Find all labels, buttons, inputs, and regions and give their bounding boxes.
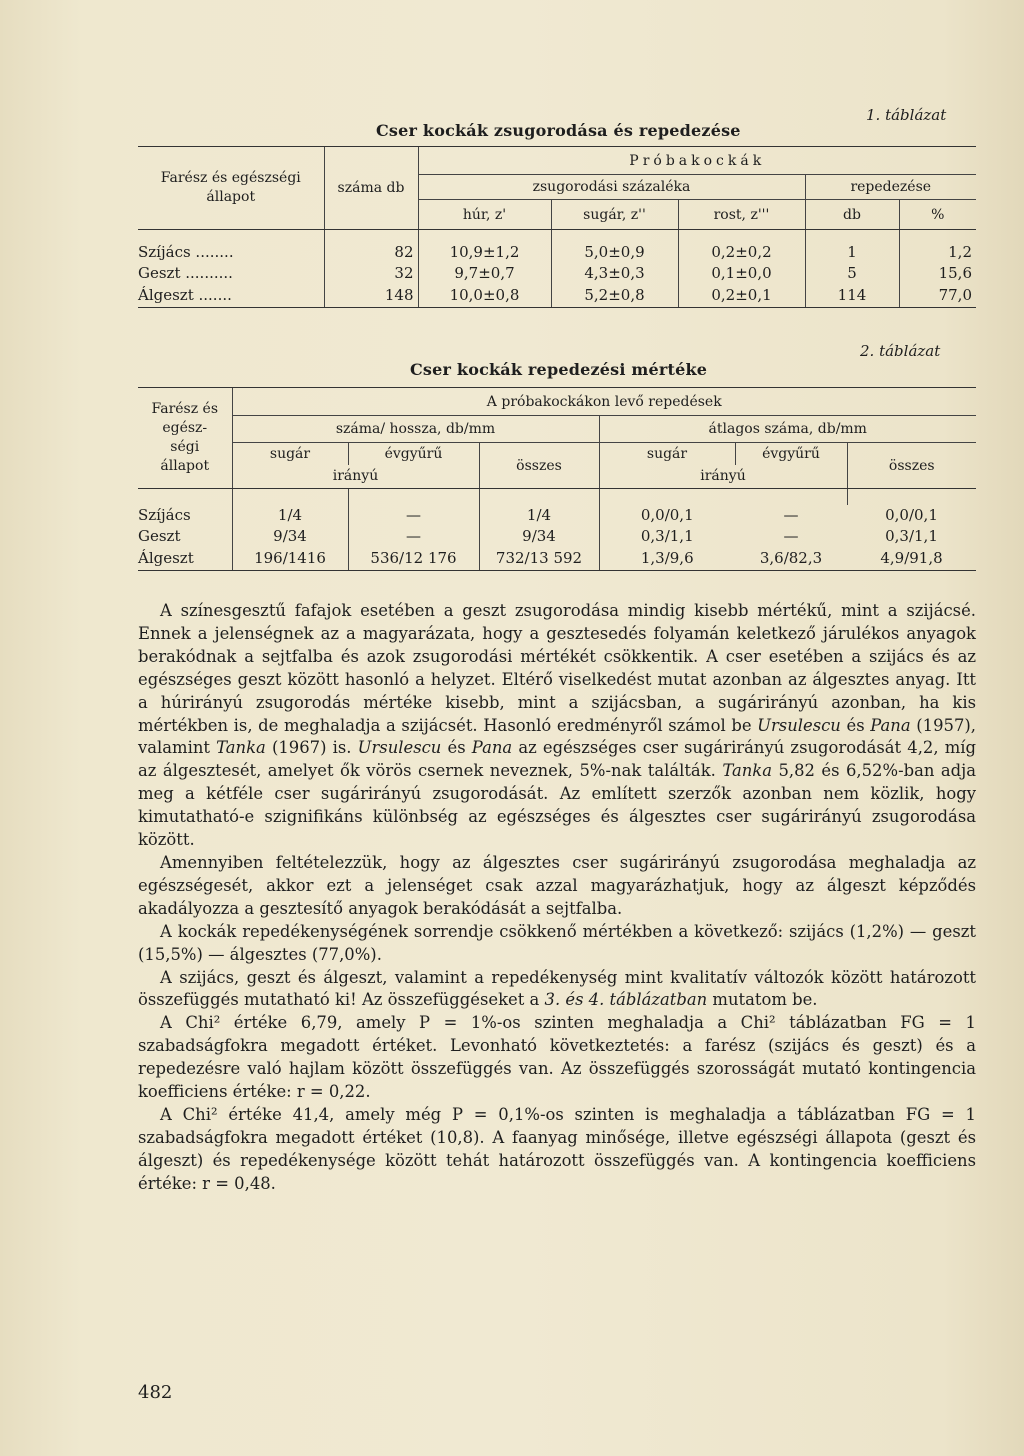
cell: 3,6/82,3 (735, 547, 847, 571)
cell: 0,1±0,0 (678, 263, 805, 284)
cell: — (348, 526, 479, 547)
table1-sub-hur: húr, z' (418, 200, 551, 230)
cell: 0,2±0,2 (678, 242, 805, 263)
cell: 32 (324, 263, 418, 284)
cell: 77,0 (899, 284, 976, 308)
cell: 0,2±0,1 (678, 284, 805, 308)
table1-sub-sugar: sugár, z'' (551, 200, 678, 230)
table2-title: Cser kockák repedezési mértéke (410, 360, 708, 379)
author-ref: Tanka (216, 738, 266, 758)
row-label: Szíjács ........ (138, 243, 234, 261)
table1-sub-rost: rost, z''' (678, 200, 805, 230)
table2-sub-osszes-b: összes (847, 443, 976, 489)
cell: 114 (805, 284, 899, 308)
cell: 1 (805, 242, 899, 263)
table2-sub-evgyuru-b: évgyűrű (735, 443, 847, 465)
cell: 536/12 176 (348, 547, 479, 571)
row-label: Geszt (138, 527, 181, 545)
table-ref: 3. és 4. táblázatban (544, 990, 708, 1010)
author-ref: Ursulescu (357, 738, 442, 758)
table-row (138, 526, 976, 547)
cell: 0,3/1,1 (885, 527, 938, 545)
table-row (138, 242, 976, 263)
cell: 10,9±1,2 (418, 242, 551, 263)
cell: 5,2±0,8 (551, 284, 678, 308)
row-label: Szíjács (138, 506, 191, 524)
cell: 10,0±0,8 (418, 284, 551, 308)
cell: — (783, 527, 799, 545)
table1-stub-header: Farész és egészségi állapot (138, 147, 324, 230)
cell: 9/34 (479, 526, 599, 547)
table1-crack-header: repedezése (805, 175, 976, 200)
paragraph: A Chi² értéke 6,79, amely P = 1%-os szinten meghaladja a Chi² táblázatban FG = 1 szabadságfokra megadott értéket. Levonható következtetés: a farész (szijács és geszt) és a repedezésre való hajlam között összefüggés van. Az összefüggés szorosságát mutató kontingencia koefficiens értéke: r = 0,22. (138, 1013, 976, 1102)
table2-sub-sugar-b: sugár (599, 443, 735, 465)
paragraph: A szijács, geszt és álgeszt, valamint a repedékenység mint kvalitatív változók között határozott összefüggés mutatható ki! Az összefüggéseket a 3. és 4. táblázatban mutatom be. (138, 967, 976, 1010)
table1-count-header: száma db (324, 147, 418, 230)
cell: 5 (805, 263, 899, 284)
cell: 1/4 (479, 505, 599, 526)
author-ref: Pana (471, 738, 513, 758)
table2-number: 2. táblázat (860, 342, 941, 360)
paragraph: A színesgesztű fafajok esetében a geszt zsugorodása mindig kisebb mértékű, mint a szijácsé. Ennek a jelenségnek az a magyarázata, hogy a gesztesedés folyamán keletkező járulékos anyagok berakódnak a sejtfalba és azok zsugorodási mértékét csökkentik. A cser esetében a szijács és az egészséges geszt között hasonló a helyzet. Eltérő viselkedést mutat azonban az álgesztes anyag. Itt a húrirányú zsugorodás mértéke kisebb, mint a szijácsban, a sugárirányú azonban, ha kis mértékben is, de meghaladja a szijácsét. Hasonló eredményről számol be Ursulescu és Pana (1957), valamint Tanka (1967) is. Ursulescu és Pana az egészséges cser sugárirányú zsugorodását 4,2, míg az álgesztesét, amelyet ők vörös csernek neveznek, 5%-nak találták. Tanka 5,82 és 6,52%-ban adja meg a kétféle cser sugárirányú zsugorodását. Az említett szerzők azonban nem közlik, hogy kimutatható-e szignifikáns különbség az egészséges és álgesztes cser sugárirányú zsugorodása között. (138, 601, 976, 850)
cell: 4,3±0,3 (551, 263, 678, 284)
table-row (138, 284, 976, 308)
table1-title: Cser kockák zsugorodása és repedezése (376, 121, 741, 140)
table-row (138, 505, 976, 526)
cell: 82 (324, 242, 418, 263)
table2-sub-osszes-a: összes (479, 443, 599, 489)
cell: 1,3/9,6 (599, 547, 735, 571)
table2-col-a: száma/ hossza, db/mm (232, 416, 599, 443)
paragraph: A Chi² értéke 41,4, amely még P = 0,1%-os szinten is meghaladja a táblázatban FG = 1 szabadságfokra megadott értéket (10,8). A faanyag minősége, illetve egészségi állapota (geszt és álgeszt) és repedékenysége között tehát határozott összefüggés van. A kontingencia koefficiens értéke: r = 0,48. (138, 1104, 976, 1193)
table1-shrink-header: zsugorodási százaléka (418, 175, 805, 200)
cell: 4,9/91,8 (847, 547, 976, 571)
cell: 9,7±0,7 (418, 263, 551, 284)
row-label: Álgeszt (138, 547, 232, 571)
cell: 0,3/1,1 (599, 526, 735, 547)
table1-group-header: Próbakockák (418, 147, 976, 175)
table1-number: 1. táblázat (866, 106, 947, 124)
paragraph: A kockák repedékenységének sorrendje csökkenő mértékben a következő: szijács (1,2%) — geszt (15,5%) — álgesztes (77,0%). (138, 921, 976, 964)
table2 (138, 387, 976, 571)
author-ref: Tanka (722, 761, 773, 781)
cell: 148 (324, 284, 418, 308)
row-label: Geszt .......... (138, 264, 233, 282)
cell: 732/13 592 (479, 547, 599, 571)
cell: 0,0/0,1 (599, 505, 735, 526)
cell: 196/1416 (232, 547, 348, 571)
cell: 0,0/0,1 (885, 506, 938, 524)
paragraph: Amennyiben feltételezzük, hogy az álgesztes cser sugárirányú zsugorodása meghaladja az egészségesét, akkor ezt a jelenséget csak azzal magyarázhatjuk, hogy az álgeszt képződés akadályozza a gesztesítő anyagok berakódását a sejtfalba. (138, 852, 976, 918)
author-ref: Ursulescu (757, 715, 841, 735)
cell: — (348, 505, 479, 526)
table-row (138, 547, 976, 571)
body-text (138, 600, 976, 1196)
table2-sub-iranyu-a: irányú (232, 465, 479, 489)
table1-sub-pct: % (899, 200, 976, 230)
table2-group-header: A próbakockákon levő repedések (232, 388, 976, 416)
cell: 15,6 (899, 263, 976, 284)
author-ref: Pana (870, 715, 911, 735)
table2-sub-evgyuru-a: évgyűrű (348, 443, 479, 465)
table2-col-b: átlagos száma, db/mm (599, 416, 976, 443)
table1 (138, 146, 976, 308)
cell: 9/34 (232, 526, 348, 547)
cell: 1,2 (899, 242, 976, 263)
table1-sub-db: db (805, 200, 899, 230)
cell: — (783, 506, 799, 524)
table2-stub-header: Farész és egész-ségi állapot (138, 388, 232, 489)
cell: 5,0±0,9 (551, 242, 678, 263)
table2-sub-sugar-a: sugár (232, 443, 348, 465)
row-label: Álgeszt ....... (138, 284, 324, 308)
page-number: 482 (138, 1382, 173, 1403)
table-row (138, 263, 976, 284)
cell: 1/4 (232, 505, 348, 526)
table2-sub-iranyu-b: irányú (599, 465, 847, 489)
